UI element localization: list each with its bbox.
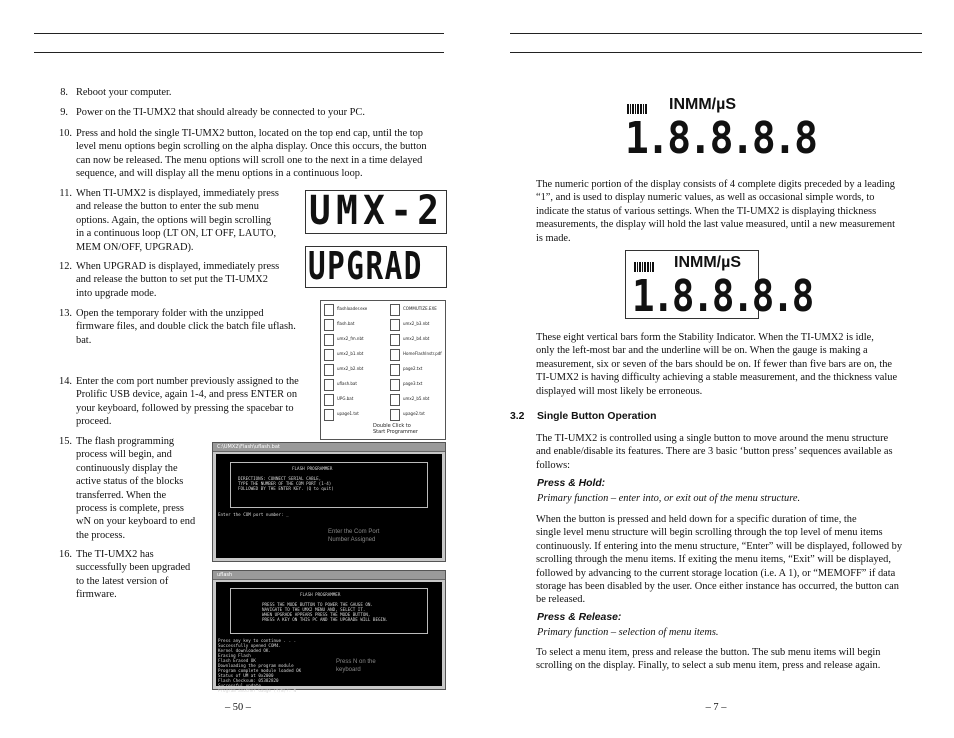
file-label: umx2_b5.nbt xyxy=(403,396,430,401)
folder-screenshot xyxy=(320,300,446,440)
file-label: page3.txt xyxy=(403,381,423,386)
subsection-desc: Primary function – enter into, or exit out of the menu structure. xyxy=(537,493,801,504)
file-icon xyxy=(390,334,400,346)
line: The TI-UMX2 has xyxy=(76,549,154,560)
display-digits: 1.8.8.8.8 xyxy=(625,113,816,164)
file-icon xyxy=(324,334,334,346)
file-label: HomeFlashInstr.pdf xyxy=(403,351,442,356)
console-line: Enter the COM port number: _ xyxy=(218,512,289,517)
file-label: umx2_b1.nbt xyxy=(337,351,364,356)
console-line: FLASH PROGRAMMER xyxy=(292,466,333,471)
console-line: FLASH PROGRAMMER xyxy=(300,592,341,597)
item-number: 11. xyxy=(59,188,72,199)
line: MEM ON/OFF, UPGRAD). xyxy=(76,241,194,253)
item-text xyxy=(76,187,301,254)
file-label: upage1.txt xyxy=(337,411,359,416)
line: Prolific USB device, again 1-4, and press ENTER on xyxy=(76,389,298,401)
line: followed by advancing to the current storage location (i.e. A 1), or “MEMOFF” if data xyxy=(536,567,896,579)
console-line: Program complete module loaded OK xyxy=(218,668,302,673)
line: continuously display the xyxy=(76,462,178,474)
line: storage has been disabled by the user. Once either instance has occurred, the button can xyxy=(536,581,899,593)
line: Press and hold the single TI-UMX2 button, located on the top end cap, until the top xyxy=(76,128,423,139)
line: firmware files, and double click the batch file uflash. xyxy=(76,321,296,333)
item-number: 15. xyxy=(59,436,72,447)
item-number: 12. xyxy=(59,261,72,272)
line: To select a menu item, press and release the button. The sub menu items will begin xyxy=(536,647,881,658)
line: The flash programming xyxy=(76,436,175,447)
subsection-title: Press & Release: xyxy=(537,612,622,623)
file-label: COMMUTIZE.EXE xyxy=(403,306,437,311)
file-label: flashloader.exe xyxy=(337,306,368,311)
line: is made. xyxy=(536,232,571,244)
display-units: INMM/µS xyxy=(669,96,736,113)
display-units: INMM/µS xyxy=(674,254,741,271)
file-label: umx2_fm.nbt xyxy=(337,336,364,341)
file-label: flash.bat xyxy=(337,321,355,326)
line: Enter the com port number previously assigned to the xyxy=(76,376,299,387)
console-line: Successfully opened COM4. xyxy=(218,643,282,648)
file-icon xyxy=(390,319,400,331)
line: sequence, and will display all the menu options in a continuous loop. xyxy=(76,168,363,180)
line: These eight vertical bars form the Stability Indicator. When the TI-UMX2 is idle, xyxy=(536,332,874,343)
line: process is complete, press xyxy=(76,503,184,515)
lcd-umx2-image xyxy=(305,190,447,234)
header-rule-top xyxy=(34,33,444,34)
display-image-2 xyxy=(625,250,812,322)
line: bat. xyxy=(76,334,92,346)
console-screenshot-1 xyxy=(212,442,446,562)
line: transferred. When the xyxy=(76,489,167,501)
console-body xyxy=(216,454,442,558)
item-number: 14. xyxy=(59,376,72,387)
section-number: 3.2 xyxy=(510,411,525,422)
line: indicate the status of various settings. When the TI-UMX2 is displaying thickness xyxy=(536,205,877,217)
console-line: Downloading the program module xyxy=(218,663,294,668)
file-icon xyxy=(324,409,334,421)
line: continuously. If entering into the menu structure, “Enter” will be displayed, followed by xyxy=(536,540,903,552)
line: scrolling through the menu items. If exiting the menu items, “Exit” will be displayed, xyxy=(536,554,891,566)
line: in a continuous loop (LT ON, LT OFF, LAUTO, xyxy=(76,228,277,240)
line: wN on your keyboard to end xyxy=(76,516,196,528)
line: “1”, and is used to display numeric values, as well as occasional simple words, to xyxy=(536,192,875,204)
console-line: PRESS A KEY ON THIS PC AND THE UPGRADE WILL BEGIN. xyxy=(262,617,389,622)
paragraph-press-release xyxy=(536,646,926,673)
item-number: 10. xyxy=(59,128,72,139)
line: displayed will most likely be erroneous. xyxy=(536,385,703,397)
console-line: Flash Erased OK xyxy=(218,658,256,663)
console-line: Flash Checksum: 05382820 xyxy=(218,678,279,683)
item-text xyxy=(76,375,316,429)
item-text: Power on the TI-UMX2 that should already be connected to your PC. xyxy=(76,107,365,118)
page-number: – 7 – xyxy=(705,702,727,713)
item-text xyxy=(76,127,446,181)
file-label: uflash.bat xyxy=(337,381,357,386)
console-line: FOLLOWED BY THE ENTER KEY. (Q to quit) xyxy=(238,486,334,491)
console-line: Status of UM at 0x2000 xyxy=(218,673,274,678)
file-label: UPG.bat xyxy=(337,396,354,401)
line: The numeric portion of the display consists of 4 complete digits preceded by a leading xyxy=(536,179,895,190)
line: follows: xyxy=(536,459,571,471)
file-icon xyxy=(324,394,334,406)
line: process will begin, and xyxy=(76,449,172,461)
line: and release the button to set put the TI-UMX2 xyxy=(76,274,268,286)
line: options. Again, the options will begin scrolling xyxy=(76,214,272,226)
line: When TI-UMX2 is displayed, immediately press xyxy=(76,188,279,199)
subsection-title: Press & Hold: xyxy=(537,478,606,489)
file-icon xyxy=(390,304,400,316)
file-icon xyxy=(324,379,334,391)
header-rule-bottom xyxy=(34,52,444,53)
console-line: WHEN UPGRADE APPEARS PRESS THE MODE BUTTON, xyxy=(262,612,371,617)
console-line: NAVIGATE TO THE UMX2 MENU AND, SELECT IT. xyxy=(262,607,366,612)
line: proceed. xyxy=(76,416,112,428)
line: active status of the blocks xyxy=(76,476,184,488)
console-line: DIRECTIONS: CONNECT SERIAL CABLE, xyxy=(238,476,322,481)
paragraph-press-hold xyxy=(536,513,926,607)
console-line: TYPE THE NUMBER OF THE COM PORT (1-4) xyxy=(238,481,332,486)
console-line: Kernel downloaded OK. xyxy=(218,648,271,653)
item-text xyxy=(76,548,211,602)
console-line: Program another Gauge (Y/N)?: N xyxy=(218,688,297,693)
paragraph-intro xyxy=(536,432,926,472)
window-title: C:\UMX2\Flash\uflash.bat xyxy=(213,443,445,452)
file-icon xyxy=(324,319,334,331)
file-icon xyxy=(324,304,334,316)
file-icon xyxy=(390,394,400,406)
line: When UPGRAD is displayed, immediately press xyxy=(76,261,280,272)
console-body xyxy=(216,582,442,693)
line: and enable/disable its features. There are 3 basic ‘button press’ sequences available as xyxy=(536,446,893,458)
right-page xyxy=(477,0,954,738)
item-text xyxy=(76,260,301,300)
item-text xyxy=(76,435,211,542)
callout-line: Press N on the xyxy=(336,659,376,665)
line: only the left-most bar and the underline will be on. When the gauge is making a xyxy=(536,345,868,357)
file-icon xyxy=(390,409,400,421)
file-label: umx2_b3.nbt xyxy=(403,321,430,326)
line: The TI-UMX2 is controlled using a single button to move around the menu structure xyxy=(536,433,889,444)
line: successfully been upgraded xyxy=(76,562,191,574)
lcd-upgrad-image xyxy=(305,246,447,288)
line: When the button is pressed and held down for a specific duration of time, the xyxy=(536,514,857,525)
line: firmware. xyxy=(76,589,117,601)
file-icon xyxy=(324,349,334,361)
line: single level menu structure will begin scrolling through the top level of menu items xyxy=(536,527,883,539)
item-text: Reboot your computer. xyxy=(76,87,172,98)
file-icon xyxy=(390,364,400,376)
callout-line: Double Click to xyxy=(373,423,411,429)
file-label: umx2_b2.nbt xyxy=(337,366,364,371)
callout-line: Start Programmer xyxy=(373,429,418,435)
console-line: Press any key to continue . . . xyxy=(218,638,297,643)
line: TI-UMX2 is having difficulty achieving a stable measurement, and the thickness value xyxy=(536,372,898,384)
line: your keyboard, followed by pressing the spacebar to xyxy=(76,402,294,414)
callout-line: keyboard xyxy=(336,667,361,673)
file-icon xyxy=(324,364,334,376)
page-number: – 50 – xyxy=(225,702,251,713)
file-label: upage2.txt xyxy=(403,411,425,416)
lcd-text: UMX-2 xyxy=(309,188,445,234)
header-rule-top xyxy=(510,33,922,34)
line: level menu options begin scrolling on the alpha display. Once this occurs, the button xyxy=(76,141,427,153)
line: can now be released. The menu options will scroll one to the next in a time delayed xyxy=(76,154,423,166)
console-line: PRESS THE MODE BUTTON TO POWER THE GAUGE ON. xyxy=(262,602,373,607)
file-icon xyxy=(390,379,400,391)
item-text xyxy=(76,307,316,347)
line: be released. xyxy=(536,594,586,606)
console-line: Erasing Flash xyxy=(218,653,251,658)
console-screenshot-2 xyxy=(212,570,446,693)
item-number: 9. xyxy=(60,107,68,118)
line: measurement, six or seven of the bars should be on. If fewer than five bars are on, the xyxy=(536,358,893,370)
file-label: umx2_b4.nbt xyxy=(403,336,430,341)
callout-line: Enter the Com Port xyxy=(328,529,380,535)
line: to the latest version of xyxy=(76,575,169,587)
console-line: Successful update. xyxy=(218,683,264,688)
display-image-1 xyxy=(625,95,816,164)
item-number: 16. xyxy=(59,549,72,560)
file-label: page2.txt xyxy=(403,366,423,371)
lcd-text: UPGRAD xyxy=(308,244,423,288)
line: scrolling on the display. Finally, to select a sub menu item, press and release again. xyxy=(536,660,881,672)
section-title: Single Button Operation xyxy=(537,411,657,422)
item-number: 8. xyxy=(60,87,68,98)
line: the process. xyxy=(76,529,126,541)
header-rule-bottom xyxy=(510,52,922,53)
paragraph-numeric xyxy=(536,178,926,245)
file-icon xyxy=(390,349,400,361)
line: and release the button to enter the sub menu xyxy=(76,201,259,213)
line: into upgrade mode. xyxy=(76,287,157,299)
window-title: uflash xyxy=(213,571,445,580)
display-digits: 1.8.8.8.8 xyxy=(632,271,812,322)
item-number: 13. xyxy=(59,308,72,319)
subsection-desc: Primary function – selection of menu items. xyxy=(537,627,719,638)
callout-line: Number Assigned xyxy=(328,537,376,543)
paragraph-stability xyxy=(536,331,926,398)
line: Open the temporary folder with the unzipped xyxy=(76,308,264,319)
line: measurements, the display will hold the last value measured, until a new measurement xyxy=(536,219,895,231)
